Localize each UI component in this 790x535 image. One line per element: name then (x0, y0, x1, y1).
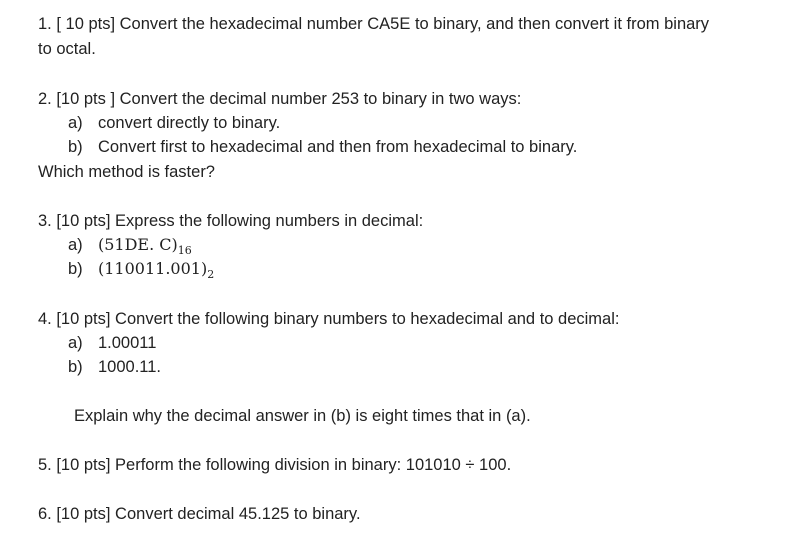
question-3-item-a (68, 233, 192, 257)
item-label: b) (68, 138, 83, 156)
math-expression (98, 235, 192, 257)
math-base-subscript: 16 (177, 244, 192, 257)
question-4-intro: 4. [10 pts] Convert the following binary numbers to hexadecimal and to decimal: (38, 310, 620, 328)
item-label: a) (68, 334, 83, 352)
item-label: a) (68, 236, 83, 254)
item-label: b) (68, 358, 83, 376)
item-text: Convert first to hexadecimal and then from hexadecimal to binary. (98, 138, 578, 156)
item-text: 1000.11. (98, 358, 162, 376)
question-4-explain: Explain why the decimal answer in (b) is eight times that in (a). (74, 407, 531, 425)
question-2-intro: 2. [10 pts ] Convert the decimal number 253 to binary in two ways: (38, 90, 522, 108)
question-3-item-b (68, 257, 214, 281)
math-base-subscript: 2 (207, 268, 215, 281)
math-value: (110011.001) (98, 259, 208, 278)
question-2-item-a (68, 111, 280, 135)
question-5: 5. [10 pts] Perform the following division in binary: 101010 ÷ 100. (38, 456, 512, 474)
question-1-line-2: to octal. (38, 40, 96, 58)
question-3-intro: 3. [10 pts] Express the following numbers in decimal: (38, 212, 424, 230)
question-2-question: Which method is faster? (38, 163, 215, 181)
item-text: convert directly to binary. (98, 114, 281, 132)
item-label: b) (68, 260, 83, 278)
question-2-item-b (68, 135, 577, 159)
math-expression (98, 259, 215, 281)
item-label: a) (68, 114, 83, 132)
question-4-item-b (68, 355, 161, 379)
question-4-item-a (68, 331, 156, 355)
question-1-line-1: 1. [ 10 pts] Convert the hexadecimal number CA5E to binary, and then convert it from binary (38, 15, 710, 33)
item-text: 1.00011 (98, 334, 157, 352)
math-value: (51DE. C) (98, 235, 178, 254)
question-6: 6. [10 pts] Convert decimal 45.125 to binary. (38, 505, 361, 523)
